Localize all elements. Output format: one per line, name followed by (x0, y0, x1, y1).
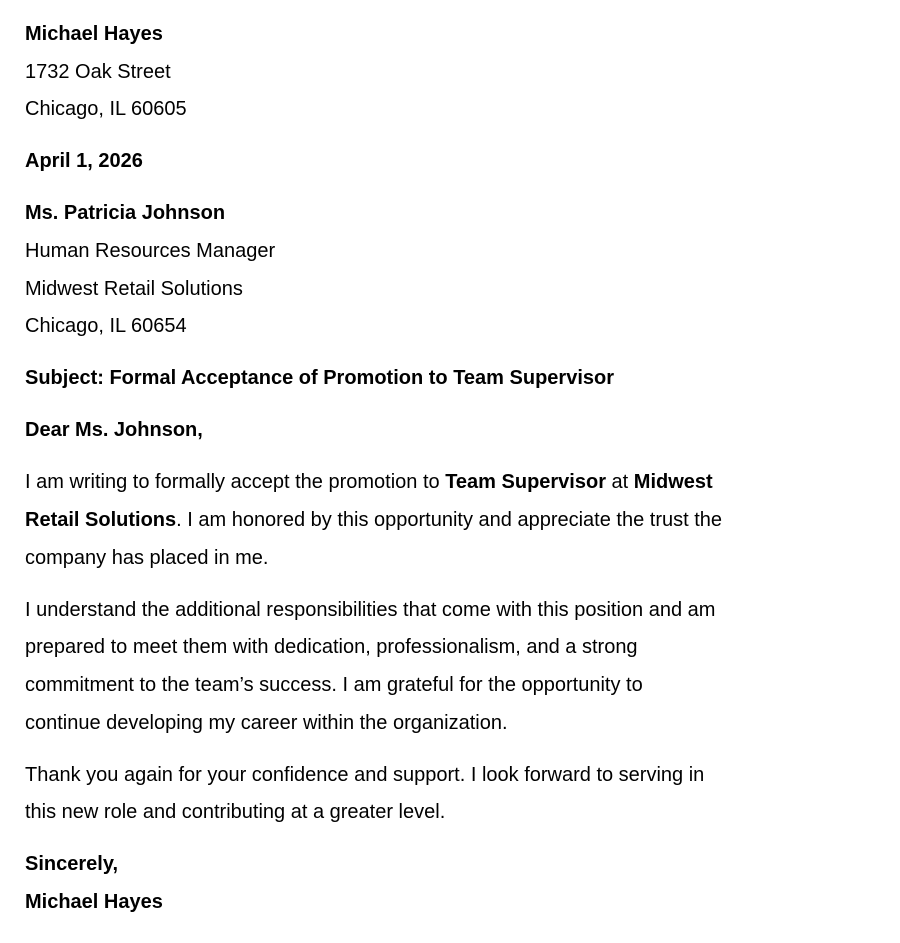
sender-street: 1732 Oak Street (25, 60, 171, 83)
company-name-part-1: Midwest (633, 471, 713, 494)
sender-name: Michael Hayes (25, 23, 163, 45)
subject-block (25, 364, 885, 402)
paragraph-3-line: this new role and contributing at a greater level. (25, 801, 446, 824)
letter-date-block (25, 147, 885, 185)
paragraph-3 (25, 761, 885, 836)
paragraph-2 (25, 596, 885, 746)
recipient-name: Ms. Patricia Johnson (25, 202, 226, 225)
signature-name: Michael Hayes (25, 890, 163, 913)
paragraph-1-line-2 (25, 506, 885, 544)
letter-document (25, 20, 885, 940)
recipient-address (25, 199, 885, 349)
letter-date: April 1, 2026 (25, 150, 143, 173)
text: I am writing to formally accept the promotion to (25, 471, 446, 494)
closing-block (25, 850, 885, 925)
text: . I am honored by this opportunity and appreciate the trust the (176, 509, 723, 532)
salutation-block (25, 416, 885, 454)
position-title: Team Supervisor (445, 471, 606, 494)
paragraph-2-line: prepared to meet them with dedication, professionalism, and a strong (25, 636, 638, 659)
paragraph-2-line: commitment to the team’s success. I am grateful for the opportunity to (25, 673, 643, 696)
paragraph-2-line: continue developing my career within the organization. (25, 711, 508, 734)
paragraph-3-line: Thank you again for your confidence and support. I look forward to serving in (25, 763, 705, 786)
company-name-part-2: Retail Solutions (25, 509, 177, 532)
subject-line: Subject: Formal Acceptance of Promotion to Team Supervisor (25, 367, 614, 390)
recipient-company: Midwest Retail Solutions (25, 277, 243, 300)
paragraph-1-line-1 (25, 468, 885, 506)
recipient-title: Human Resources Manager (25, 239, 276, 262)
sender-city: Chicago, IL 60605 (25, 98, 187, 121)
salutation: Dear Ms. Johnson, (25, 419, 203, 442)
paragraph-1 (25, 468, 885, 581)
paragraph-2-line: I understand the additional responsibilities that come with this position and am (25, 598, 716, 621)
recipient-city: Chicago, IL 60654 (25, 315, 187, 338)
closing: Sincerely, (25, 853, 119, 876)
sender-address (25, 20, 885, 133)
text: at (606, 471, 634, 494)
paragraph-1-line-3: company has placed in me. (25, 546, 269, 569)
